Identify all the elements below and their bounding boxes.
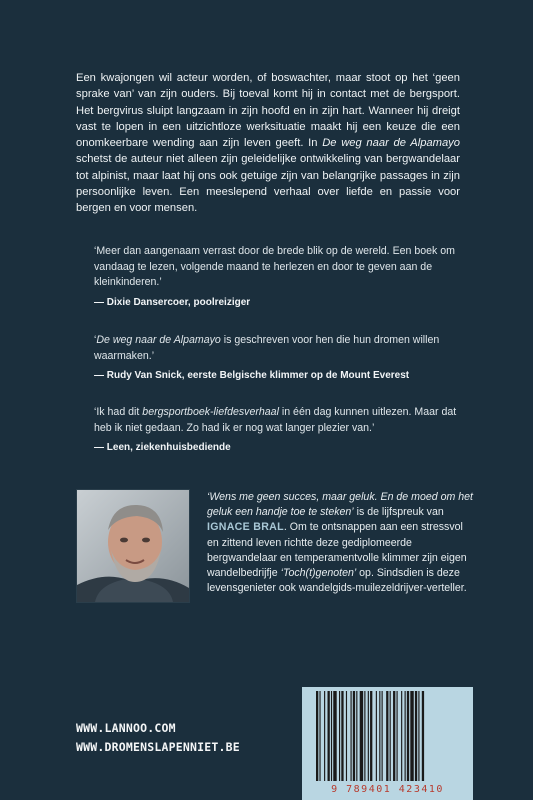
barcode-bar [331,691,332,781]
author-bio [207,490,475,596]
barcode-bar [376,691,377,781]
barcode-bar [368,691,369,781]
review-quote-text-pre: ‘Ik had dit [94,406,143,418]
barcode-bar [410,691,413,781]
barcode-bar [397,691,398,781]
author-name: IGNACE BRAL [207,521,284,534]
barcode-bar [382,691,383,781]
barcode-bar [405,691,406,781]
barcode-bar [415,691,417,781]
barcode-bar [370,691,372,781]
review-quote-author: — Leen, ziekenhuisbediende [94,442,231,454]
review-quote-text: is geschreven voor hen die hun dromen willen waarmaken.’ [94,334,440,362]
barcode-bar [386,691,388,781]
barcode-bar [401,691,402,781]
author-company: ‘Toch(t)genoten’ [280,567,357,580]
barcode-bar [393,691,395,781]
link-dromenslapenniet[interactable]: WWW.DROMENSLAPENNIET.BE [76,740,240,754]
review-quote-author: — Rudy Van Snick, eerste Belgische klimmer op de Mount Everest [94,370,410,382]
barcode-bar [356,691,357,781]
synopsis-book-title: De weg naar de Alpamayo [322,137,460,150]
barcode-bar [316,691,318,781]
synopsis [76,70,460,217]
barcode-box [302,687,473,800]
synopsis-text-2: schetst de auteur niet alleen zijn geleidelijke ontwikkeling van bergwandelaar tot alpinist, maar laat hij ons ook getuige zijn van belangrijke passages in zijn persoonlijke leven. Een meeslepend verhaal over liefde en passie voor bergen en voor mensen. [76,153,460,215]
barcode-bar [422,691,424,781]
barcode-bar [319,691,320,781]
publisher-links [76,719,240,757]
barcode-bar [353,691,355,781]
barcode-bar [407,691,409,781]
author-bio-text-2: . Om te ontsnappen aan een stressvol en zittend leven richtte deze gediplomeerde bergwandelaar en temperamentvolle klimmer zijn eigen wandelbedrijfje [207,521,467,580]
review-quote-3 [94,405,474,456]
barcode-bar [351,691,352,781]
barcode-bar [390,691,391,781]
review-quote-text: in één dag kunnen uitlezen. Maar dat heb ik niet gedaan. Zo had ik er nog wat langer plezier van.’ [94,406,457,434]
review-quote-book-title: De weg naar de Alpamayo [96,334,221,346]
barcode-bar [379,691,380,781]
author-photo [76,489,190,603]
barcode-bar [333,691,336,781]
barcode-bar [360,691,363,781]
review-quote-2 [94,333,474,384]
review-quote-open: ‘ [94,334,97,346]
link-lannoo[interactable]: WWW.LANNOO.COM [76,721,176,735]
barcode-bar [346,691,347,781]
review-quote-text: ‘Meer dan aangenaam verrast door de brede blik op de wereld. Een boek om vandaag te lezen, volgende maand te herlezen en door te geven aan de kleinkinderen.’ [94,245,455,289]
review-quote-1 [94,244,474,310]
review-quote-italic: bergsportboek-liefdesverhaal [142,406,279,418]
barcode-bar [364,691,365,781]
barcode-bar [339,691,340,781]
author-motto: ‘Wens me geen succes, maar geluk. En de moed om het geluk een handje toe te steken’ [207,491,473,519]
synopsis-text-1: Een kwajongen wil acteur worden, of boswachter, maar stoot op het ‘geen sprake van’ van zijn ouders. Bij toeval komt hij in contact met de bergsport. Het bergvirus sluipt langzaam in zijn hoofd en in zijn hart. Wanneer hij dreigt vast te lopen in een uitzichtloze werksituatie maakt hij een keuze die een onomkeerbare wending aan zijn leven geeft. In [76,72,460,150]
barcode-bar [328,691,330,781]
barcode-bar [418,691,419,781]
barcode-bar [341,691,343,781]
review-quote-author: — Dixie Dansercoer, poolreiziger [94,296,251,308]
barcode-number: 9 789401 423410 [331,784,444,795]
author-bio-text-3: op. Sindsdien is deze levensgenieter ook wandelgids-muilezeldrijver-verteller. [207,567,467,595]
barcode-bar [324,691,325,781]
author-bio-text: is de lijfspreuk van [353,506,444,519]
